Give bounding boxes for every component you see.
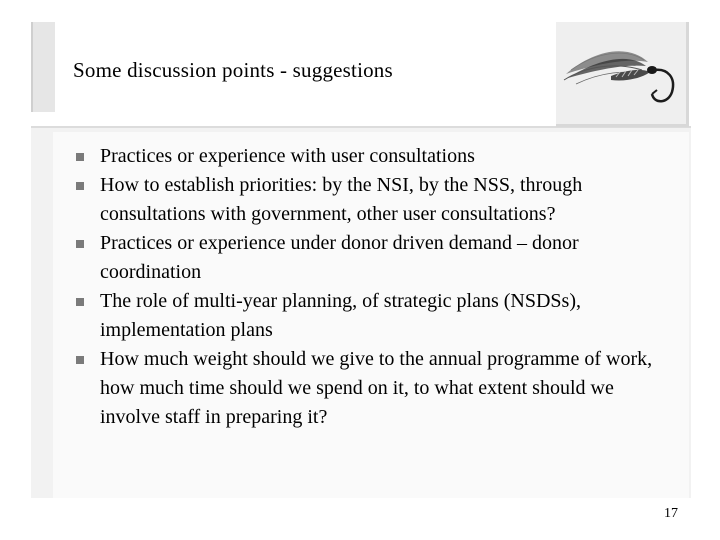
- bullet-marker-icon: [76, 356, 84, 364]
- list-item: [70, 142, 670, 171]
- fishing-fly-icon: [556, 22, 689, 127]
- page-number: 17: [664, 506, 678, 521]
- bullet-marker-icon: [76, 153, 84, 161]
- discussion-points-list: [70, 142, 670, 432]
- list-item-text: How much weight should we give to the annual programme of work, how much time should we spend on it, to what extent should we involve staff in preparing it?: [100, 348, 653, 428]
- list-item: [70, 229, 670, 287]
- bullet-marker-icon: [76, 240, 84, 248]
- list-item: [70, 345, 670, 432]
- bullet-marker-icon: [76, 182, 84, 190]
- list-item-text: How to establish priorities: by the NSI, by the NSS, through consultations with government, other user consultations?: [100, 174, 583, 225]
- list-item-text: Practices or experience under donor driven demand – donor coordination: [100, 232, 579, 283]
- bullet-marker-icon: [76, 298, 84, 306]
- title-frame-accent: [31, 22, 55, 112]
- list-item-text: The role of multi-year planning, of strategic plans (NSDSs), implementation plans: [100, 290, 581, 341]
- list-item: [70, 171, 670, 229]
- slide-title: Some discussion points - suggestions: [73, 58, 393, 82]
- list-item-text: Practices or experience with user consultations: [100, 145, 475, 167]
- list-item: [70, 287, 670, 345]
